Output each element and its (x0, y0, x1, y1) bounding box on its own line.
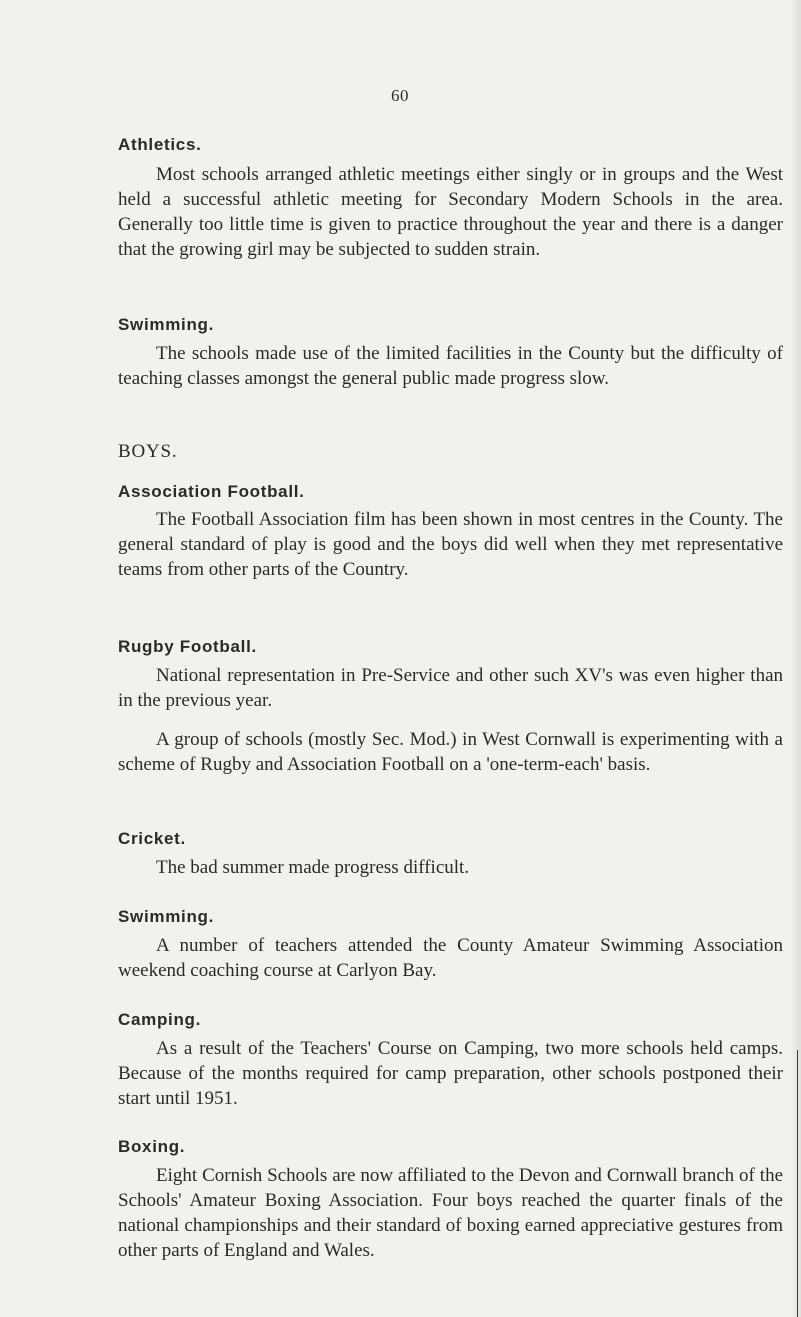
paragraph-athletics: Most schools arranged athletic meetings either singly or in groups and the West held a successful athletic meeting for Secondary Modern Schools in the area. Generally too little time is given to practice throughout the year and there is a danger that the growing girl may be subjected to sudden strain. (118, 164, 783, 260)
paragraph-swimming-boys: A number of teachers attended the County Amateur Swimming Association weekend coaching course at Carlyon Bay. (118, 935, 783, 981)
page-edge-line (797, 1050, 798, 1317)
heading-swimming-girls: Swimming. (118, 315, 215, 334)
heading-athletics: Athletics. (118, 135, 202, 154)
paragraph-rugby-football-1: National representation in Pre-Service and other such XV's was even higher than in the previous year. (118, 665, 783, 711)
paragraph-boxing: Eight Cornish Schools are now affiliated to the Devon and Cornwall branch of the Schools' Amateur Boxing Association. Four boys reached the quarter finals of the national championships and their standard of boxing earned appreciative gestures from other parts of England and Wales. (118, 1165, 783, 1261)
heading-association-football: Association Football. (118, 482, 305, 501)
paragraph-rugby-football-2: A group of schools (mostly Sec. Mod.) in West Cornwall is experimenting with a scheme of Rugby and Association Football on a 'one-term-each' basis. (118, 729, 783, 775)
page-number: 60 (391, 86, 409, 105)
paragraph-association-football: The Football Association film has been shown in most centres in the County. The general standard of play is good and the boys did well when they met representative teams from other parts of the Country. (118, 509, 783, 580)
paragraph-cricket: The bad summer made progress difficult. (156, 857, 470, 878)
heading-camping: Camping. (118, 1010, 202, 1029)
heading-swimming-boys: Swimming. (118, 907, 215, 926)
page-edge-shadow (791, 0, 801, 1317)
heading-boys: BOYS. (118, 441, 178, 462)
heading-cricket: Cricket. (118, 829, 186, 848)
heading-rugby-football: Rugby Football. (118, 637, 257, 656)
heading-boxing: Boxing. (118, 1137, 186, 1156)
paragraph-camping: As a result of the Teachers' Course on Camping, two more schools held camps. Because of the months required for camp preparation, other schools postponed their start until 1951. (118, 1038, 783, 1109)
paragraph-swimming-girls: The schools made use of the limited facilities in the County but the difficulty of teaching classes amongst the general public made progress slow. (118, 343, 783, 389)
